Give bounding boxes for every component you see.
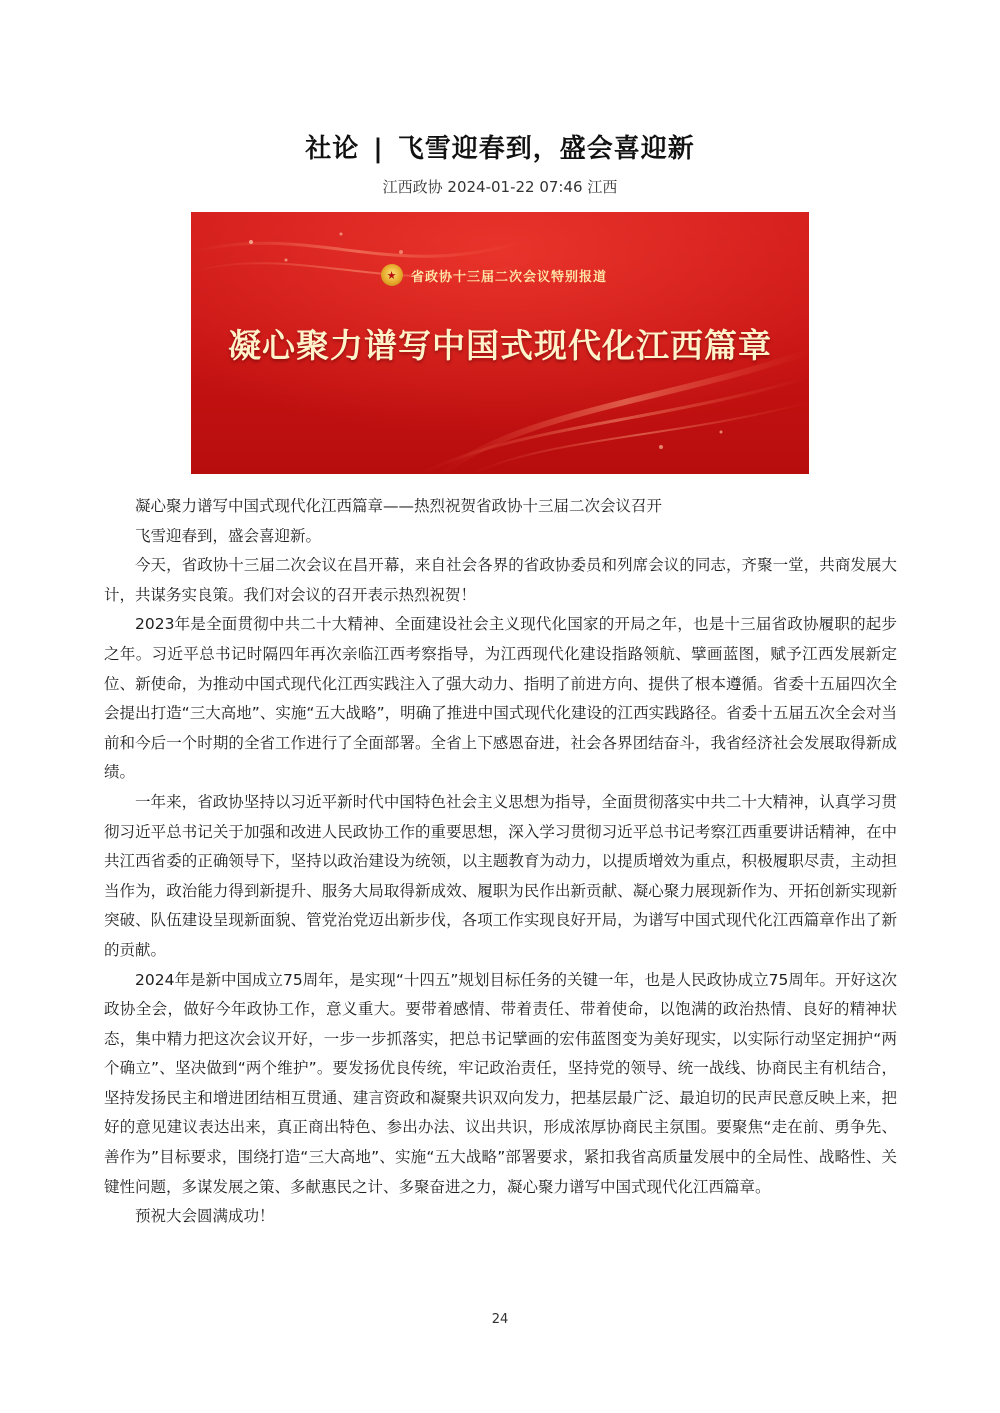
title-text: 飞雪迎春到，盛会喜迎新 [397,134,695,164]
article-title [0,128,1000,165]
paragraph-closing: 预祝大会圆满成功！ [135,1207,275,1226]
banner-kicker [381,264,607,286]
title-separator: | [373,134,384,164]
article-body [104,492,897,1232]
page-number: 24 [491,1312,509,1327]
paragraph: 今天，省政协十三届二次会议在昌开幕，来自社会各界的省政协委员和列席会议的同志，齐聚一堂，共商发展大计，共谋务实良策。我们对会议的召开表示热烈祝贺！ [104,556,897,604]
article-meta: 江西政协 2024-01-22 07:46 江西 [382,178,618,196]
banner-image [191,212,809,474]
paragraph-subtitle: 凝心聚力谱写中国式现代化江西篇章——热烈祝贺省政协十三届二次会议召开 [135,497,663,515]
paragraph: 飞雪迎春到，盛会喜迎新。 [135,526,322,545]
paragraph: 一年来，省政协坚持以习近平新时代中国特色社会主义思想为指导，全面贯彻落实中共二十大精神，认真学习贯彻习近平总书记关于加强和改进人民政协工作的重要思想，深入学习贯彻习近平总书记考察江西重要讲话精神，在中共江西省委的正确领导下，坚持以政治建设为统领，以主题教育为动力，以提质增效为重点，积极履职尽责，主动担当作为，政治能力得到新提升、服务大局取得新成效、履职为民作出新贡献、凝心聚力展现新作为、开拓创新实现新突破、队伍建设呈现新面貌、管党治党迈出新步伐，各项工作实现良好开局，为谱写中国式现代化江西篇章作出了新的贡献。 [104,792,897,959]
title-column-label: 社论 [305,134,360,164]
paragraph: 2024年是新中国成立75周年，是实现“十四五”规划目标任务的关键一年，也是人民政协成立75周年。开好这次政协全会，做好今年政协工作，意义重大。要带着感情、带着责任、带着使命，以饱满的政治热情、良好的精神状态，集中精力把这次会议开好，一步一步抓落实，把总书记擘画的宏伟蓝图变为美好现实，以实际行动坚定拥护“两个确立”、坚决做到“两个维护”。要发扬优良传统，牢记政治责任，坚持党的领导、统一战线、协商民主有机结合，坚持发扬民主和增进团结相互贯通、建言资政和凝聚共识双向发力，把基层最广泛、最迫切的民声民意反映上来，把好的意见建议表达出来，真正商出特色、参出办法、议出共识，形成浓厚协商民主氛围。要聚焦“走在前、勇争先、善作为”目标要求，围绕打造“三大高地”、实施“五大战略”部署要求，紧扣我省高质量发展中的全局性、战略性、关键性问题，多谋发展之策、多献惠民之计、多聚奋进之力，凝心聚力谱写中国式现代化江西篇章。 [104,970,897,1196]
banner-kicker-text: 省政协十三届二次会议特别报道 [411,269,608,285]
paragraph: 2023年是全面贯彻中共二十大精神、全面建设社会主义现代化国家的开局之年，也是十三届省政协履职的起步之年。习近平总书记时隔四年再次亲临江西考察指导，为江西现代化建设指路领航、擘画蓝图，赋予江西发展新定位、新使命，为推动中国式现代化江西实践注入了强大动力、指明了前进方向、提供了根本遵循。省委十五届四次全会提出打造“三大高地”、实施“五大战略”，明确了推进中国式现代化建设的江西实践路径。省委十五届五次全会对当前和今后一个时期的全省工作进行了全面部署。全省上下感恩奋进，社会各界团结奋斗，我省经济社会发展取得新成绩。 [104,615,897,782]
banner-headline: 凝心聚力谱写中国式现代化江西篇章 [228,326,772,365]
cppcc-emblem-icon: ★ [381,264,403,286]
